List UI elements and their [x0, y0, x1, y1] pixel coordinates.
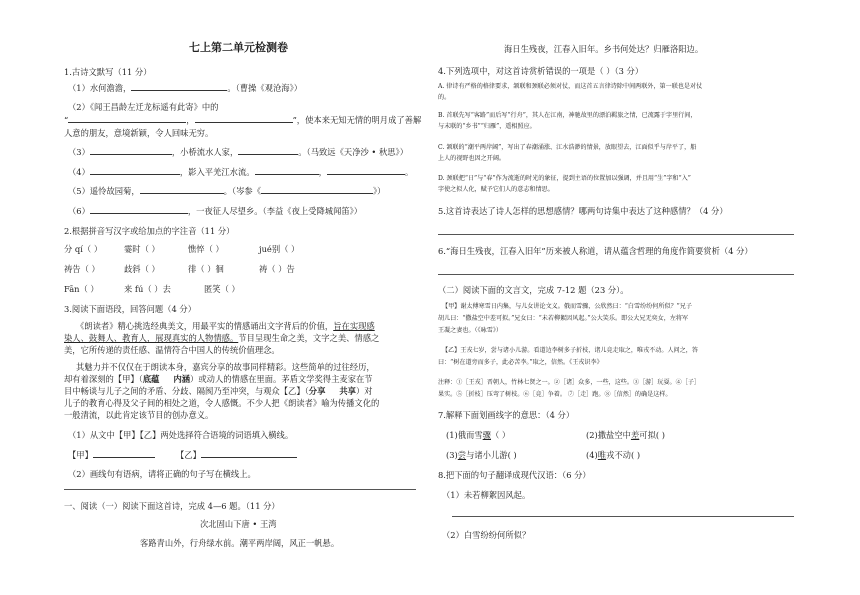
recitation-5: （5）遥怜故园菊， 。（岑参《 》）: [68, 186, 386, 196]
reading-paragraph: 《朗读者》精心挑选经典美文，用最平实的情感诵出文字背后的价值，旨在实现感: [76, 321, 375, 331]
option-a-cont: 的。: [438, 94, 451, 101]
option-c: C. 颔联的“潮平两岸阔”，写出了春潮涌涨、江水浩渺的情景，放眼望去，江面似乎与岸平了，船: [438, 144, 697, 151]
question-7-item: (4)唯戎不动( ): [586, 450, 641, 460]
poem-line: 海日生残夜，江春入旧年。乡书何处达？归雁洛阳边。: [504, 44, 704, 54]
question-7: 7.解释下面划画线字的意思：（4 分）: [438, 410, 575, 420]
pinyin-item: jué别（ ）: [259, 244, 300, 254]
answer-line: [64, 489, 416, 490]
pinyin-item: 祷（ ）告: [259, 264, 295, 274]
question-8-1: （1）未若柳絮因风起。: [442, 490, 531, 500]
section-3-heading: 3.阅读下面语段，回答问题（4 分）: [64, 304, 196, 314]
classical-text: 王凝之妻也。（《咏雪》）: [438, 327, 502, 334]
pinyin-item: 来 fú（ ）去: [124, 284, 171, 294]
poem-line: 客路青山外，行舟绿水前。潮平两岸阔，风正一帆悬。: [140, 538, 340, 548]
pinyin-item: 憔悴（ ）: [188, 244, 224, 254]
question-3-2: （2）画线句有语病，请将正确的句子写在横线上。: [68, 469, 256, 479]
recitation-2-note: 人意的朋友，意境新颖，令人回味无穷。: [64, 128, 214, 138]
answer-line: [438, 274, 794, 275]
section-1-heading: 1.古诗文默写（11 分）: [64, 67, 152, 77]
pinyin-item: 分 qí（ ）: [64, 244, 103, 254]
question-7-item: (2)撒盐空中差可拟( ): [586, 430, 665, 440]
reading-paragraph: 美，它所传递的责任感、温情符合中国人的传统价值理念。: [64, 345, 280, 355]
option-c-cont: 上人的视野也因之开阔。: [438, 155, 506, 162]
recitation-2-blanks: “ ， ”，使本来无知无情的明月成了善解: [64, 115, 422, 125]
annotation: 注释：①［王戎］晋朝人，竹林七贤之一。②［诸］众多，一些，这些。③［游］玩耍。④［子］: [438, 379, 701, 386]
pinyin-item: 歧斜（ ）: [124, 264, 160, 274]
question-4: 4.下列选项中，对这首诗赏析错误的一项是（ ）（3 分）: [438, 66, 644, 76]
answer-line: [438, 234, 794, 235]
option-a: A. 律诗有严格的格律要求，颔联和颈联必须对仗，而这首五言律诗除中间两联外，第一联也是对仗: [438, 83, 703, 90]
question-7-item: (1)俄而雪骤（ ）: [446, 430, 511, 440]
recitation-6: （6） ，一夜征人尽望乡。（李益《夜上受降城闻笛》）: [68, 206, 363, 216]
option-b: B. 首联先写“客路”而后写“行舟”，其人在江南，神驰故里的漂泊羁旅之情，已流露于字里行间，: [438, 112, 697, 119]
reading-paragraph: 一般清流，以此肯定该节目的创办意义。: [64, 410, 214, 420]
answer-line: [452, 516, 794, 517]
classical-text: 曰：“树在道旁而多子，此必苦李。”取之，信然。《王戎识李》: [438, 359, 603, 366]
question-8-2: （2）白雪纷纷何所似？: [442, 530, 531, 540]
question-8: 8.把下面的句子翻译成现代汉语：（6 分）: [438, 470, 591, 480]
recitation-3: （3） ，小桥流水人家， 。（马致远《天净沙 • 秋思》）: [68, 147, 408, 157]
question-3-1: （1）从文中【甲】【乙】两处选择符合语境的词语填入横线。: [68, 430, 294, 440]
reading-paragraph: 染人、鼓舞人、教育人，展现真实的人物情感。节目呈现生命之美，文字之美、情感之: [64, 333, 380, 343]
reading-paragraph: 儿子的教育心得及父子间的相处之道，令人感慨。不少人把《朗读者》喻为传播文化的: [64, 398, 380, 408]
answer-blank-yi: 【乙】: [176, 450, 297, 461]
reading-paragraph: 其魅力并不仅仅在于朗读本身，嘉宾分享的故事同样精彩。这些简单的过往经历，: [76, 362, 375, 372]
question-5: 5.这首诗表达了诗人怎样的思想感情？哪两句诗集中表达了这种感情？（4 分）: [438, 206, 728, 216]
pinyin-item: 祷告（ ）: [64, 264, 100, 274]
recitation-2: （2）《闻王昌龄左迁龙标遥有此寄》中的: [68, 102, 219, 112]
reading-section-2-heading: （二）阅读下面的文言文，完成 7-12 题（23 分）。: [438, 285, 629, 295]
reading-paragraph: 目中畅谈与儿子之间的矛盾、分歧、隔阂乃至冲突，与观众【乙】（分享 共享）对: [64, 386, 373, 396]
section-2-heading: 2.根据拼音写汉字或给加点的字注音（11 分）: [64, 226, 235, 236]
classical-text: 【甲】谢太傅寒雪日内集，与儿女讲论文义。俄而雪骤，公欣然曰：“白雪纷纷何所似？”兄子: [442, 303, 692, 310]
pinyin-item: 匿笑（ ）: [204, 284, 240, 294]
option-d-cont: 字使之拟人化，赋予它们人的意志和情思。: [438, 186, 554, 193]
option-d: D. 颈联把“日”与“春”作为流逝的时光的象征，提到主语的位置加以强调，并且用“生”字和“入”: [438, 175, 691, 182]
classical-text: 胡儿曰：“撒盐空中差可拟。”兄女曰：“未若柳絮因风起。”公大笑乐。即公大兄无奕女，左将军: [438, 315, 689, 322]
option-b-cont: 与末联的“乡书”“归雁”，遥相照应。: [438, 123, 536, 130]
recitation-1: （1）水何澹澹， 。（曹操《观沧海》）: [68, 83, 303, 93]
classical-text: 【乙】王戎七岁，尝与诸小儿游。看道边李树多子折枝，诸儿竞走取之，唯戎不动。人问之，答: [442, 347, 698, 354]
recitation-4: （4） ，影入平羌江水流。 ， 。: [68, 167, 414, 177]
pinyin-item: Fān（ ）: [64, 284, 99, 294]
question-7-item: (3)尝与诸小儿游( ): [446, 450, 517, 460]
reading-paragraph: 却有着深刻的【甲】（底蕴 内涵）或动人的情感在里面。茅盾文学奖得主麦家在节: [64, 374, 373, 384]
pinyin-item: 霎时（ ）: [124, 244, 160, 254]
page-title: 七上第二单元检测卷: [189, 41, 288, 54]
question-6: 6.“海日生残夜，江春入旧年”历来被人称道，请从蕴含哲理的角度作简要赏析（4 分）: [438, 246, 753, 256]
answer-blank-jia: 【甲】: [68, 450, 155, 461]
pinyin-item: 徘（ ）徊: [188, 264, 224, 274]
annotation: 果实。⑤［折枝］压弯了树枝。⑥［竞］争着。 ⑦［走］跑。⑧［信然］的确是这样。: [438, 391, 672, 398]
reading-section-heading: 一、阅读（一）阅读下面这首诗，完成 4—6 题。（11 分）: [64, 501, 280, 511]
poem-title: 次北固山下唐 • 王湾: [200, 519, 277, 529]
